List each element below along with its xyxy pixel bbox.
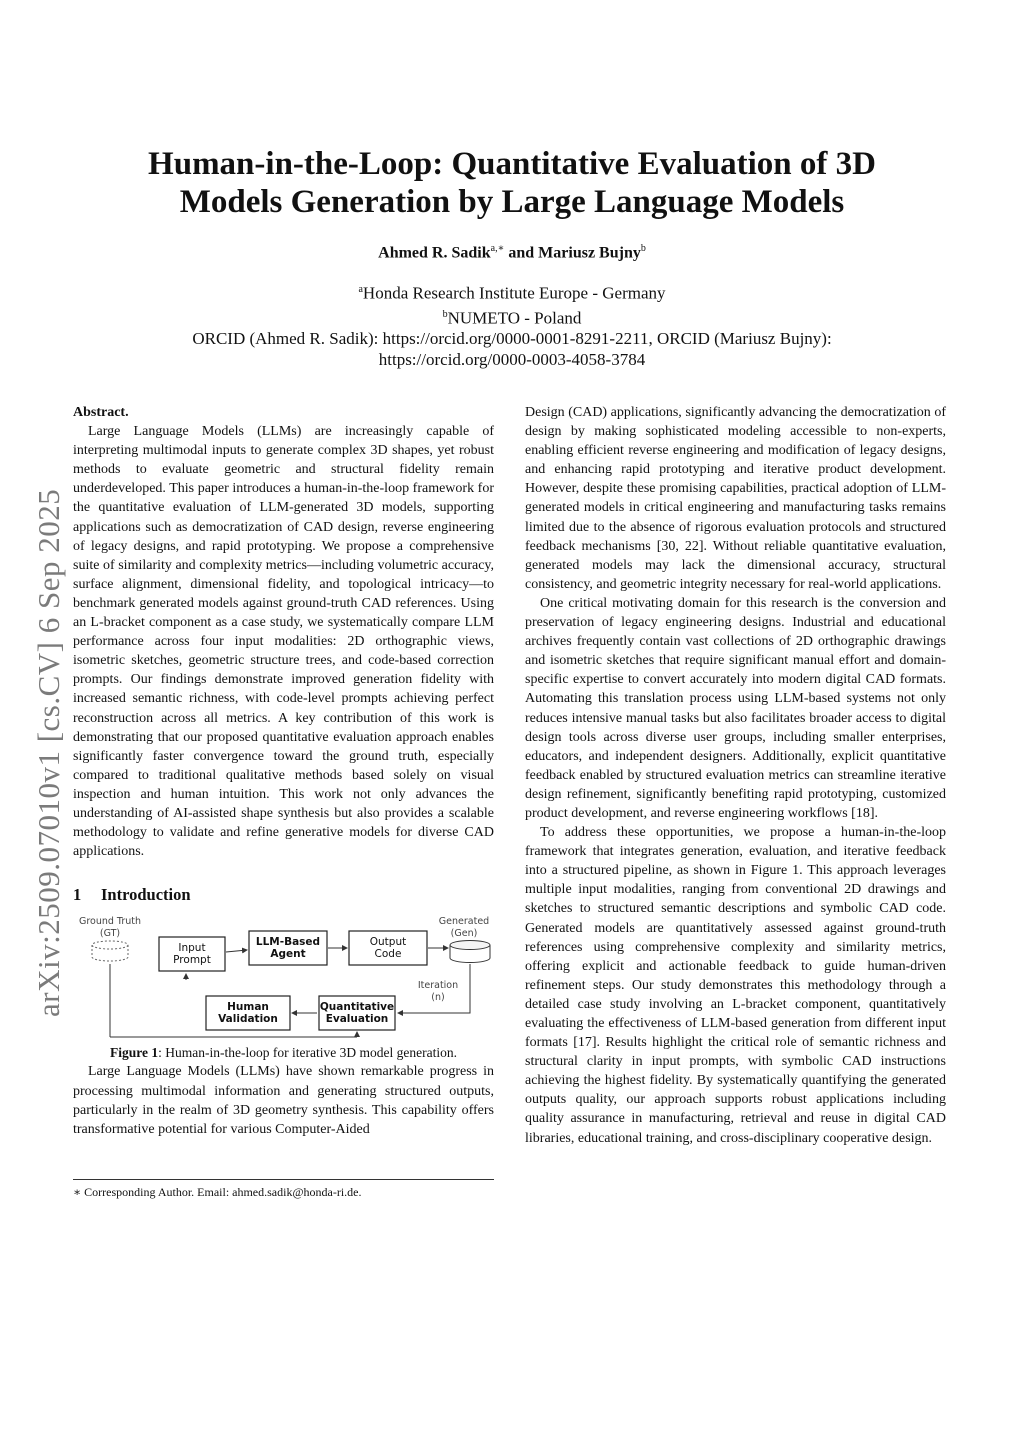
intro-paragraph-1-continued: Design (CAD) applications, significantly advancing the democratization of design by making sophisticated modeling accessible to non-experts, enabling efficient reverse engineering and modification of legacy designs, and enhancing rapid prototyping and iterative product development. However, despite these promising capabilities, practical adoption of LLM-generated models in critical engineering and manufacturing tasks remains limited due to the absence of rigorous evaluation protocols and structured feedback mechanisms [30, 22]. Without reliable quantitative evaluation, generated models may lack the dimensional accuracy, structural consistency, and geometric integrity necessary for real-world applications. [525,405,946,592]
section-heading-introduction [73,885,494,904]
footnote-rule [73,1179,494,1180]
intro-paragraph-2: One critical motivating domain for this research is the conversion and preservation of legacy engineering designs. Industrial and educational archives frequently contain vast collections of 2D orthographic drawings and isometric sketches that require significant manual effort and domain-specific expertise to convert accurately into modern digital CAD formats. Automating this translation process using LLM-based systems not only reduces intensive manual tasks but also facilitates broader access to digital design tools across diverse user groups, including smaller enterprises, educators, and independent designers. Additionally, explicit quantitative feedback enabled by structured evaluation metrics can streamline iterative design refinement, significantly benefiting rapid prototyping, customized product development, and reverse engineering workflows [18]. [525,595,946,821]
gt-label-line2: (GT) [99,928,121,940]
llm-agent-label [249,936,327,960]
section-number: 1 [73,885,82,905]
intro-paragraph-1: Large Language Models (LLMs) have shown remarkable progress in processing multimodal information and generating structured outputs, particularly in the realm of 3D geometry synthesis. This capability offers transformative potential for various Computer-Aided [73,1064,494,1137]
figure-1-caption [73,1043,494,1062]
iteration-label [411,980,465,1004]
generated-label [434,916,494,940]
generated-cylinder-icon [450,941,490,963]
paper-title [100,145,924,221]
affiliation-b [100,304,924,329]
author-2-affil: b [640,243,646,254]
ground-truth-label [73,916,147,940]
affiliations [100,279,924,370]
llm-agent-line1: LLM-Based [255,936,321,949]
ground-truth-cylinder-icon [92,941,128,961]
arrow-prompt-to-agent [226,950,247,952]
generated-line2: (Gen) [450,928,478,940]
quant-eval-line2: Evaluation [325,1013,389,1026]
input-prompt-label [159,942,225,966]
caption-text: : Human-in-the-loop for iterative 3D model generation. [158,1045,457,1061]
left-column [73,403,494,1139]
abstract-heading: Abstract. [73,405,129,420]
input-prompt-line2: Prompt [173,954,211,967]
intro-paragraph-3: To address these opportunities, we propose a human-in-the-loop framework that integrates generation, evaluation, and iterative feedback into a structured pipeline, as shown in Figure 1. This approach leverages multiple input modalities, ranging from conventional 2D drawings and sketches to structured semantic descriptions and symbolic CAD code. Generated models are quantitatively assessed against ground-truth references using comprehensive complexity and similarity metrics, offering explicit and actionable feedback to guide human-driven refinement steps. Our study demonstrates this methodology through a detailed case study involving an L-bracket component, quantitatively evaluating the effectiveness of LLM-based generation from different input formats [17]. Results highlight the critical role of semantic richness and structural clarity in input prompts, with symbolic CAD instructions achieving the highest fidelity. By systematically quantifying the generated outputs quality, our approach supports robust applications including quality assurance in manufacturing, retrieval and reuse in digital CAD libraries, educational training, and cross-disciplinary cooperative design. [525,825,946,1146]
iteration-line1: Iteration [417,980,459,992]
iteration-line2: (n) [431,992,445,1004]
gt-label-line1: Ground Truth [78,916,142,928]
footnote: ∗ Corresponding Author. Email: ahmed.sadik@honda-ri.de. [73,1185,362,1199]
human-validation-label [206,1001,290,1025]
output-code-line1: Output [369,936,407,949]
output-code-line2: Code [374,948,402,961]
llm-agent-line2: Agent [270,948,306,961]
author-1: Ahmed R. Sadik [378,244,491,262]
output-code-label [349,936,427,960]
affil-a-text: Honda Research Institute Europe - Germany [362,283,666,303]
abstract-text: Large Language Models (LLMs) are increasingly capable of interpreting multimodal inputs to generate complex 3D shapes, yet robust methods to evaluate geometric and structural fidelity remain underdeveloped. This paper introduces a human-in-the-loop framework for the quantitative evaluation of LLM-generated 3D models, supporting applications such as democratization of CAD design, reverse engineering of legacy designs, and rapid prototyping. We propose a comprehensive suite of similarity and complexity metrics—including volumetric accuracy, surface alignment, dimensional fidelity, and topological intricacy—to benchmark generated models against ground-truth CAD references. Using an L-bracket component as a case study, we systematically compare LLM performance across four input modalities: 2D orthographic views, isometric sketches, geometric structure trees, and code-based correction prompts. Our findings demonstrate improved generation fidelity with increased semantic richness, with code-level prompts achieving perfect reconstruction across all metrics. A key contribution of this work is demonstrating that our proposed quantitative evaluation approach enables significantly faster convergence toward the ground truth, especially compared to traditional qualitative methods based solely on visual inspection and human intuition. This work not only advances the understanding of AI-assisted shape synthesis but also provides a scalable methodology to validate and refine generative models for diverse CAD applications. [73,424,494,860]
section-title: Introduction [101,885,191,905]
quant-eval-label [319,1001,395,1025]
figure-1-diagram [73,916,494,1043]
affil-b-text: NUMETO - Poland [447,308,582,328]
affil-a-marker: a [358,284,363,295]
authors-and: and [508,244,535,262]
human-validation-line2: Validation [218,1013,278,1026]
caption-label: Figure 1 [110,1045,159,1061]
orcid-line-2: https://orcid.org/0000-0003-4058-3784 [378,350,646,370]
title-line-1: Human-in-the-Loop: Quantitative Evaluation of 3D [148,146,876,182]
quant-eval-line1: Quantitative [319,1001,395,1014]
human-validation-line1: Human [227,1001,269,1014]
author-1-affil: a,∗ [490,243,505,254]
generated-line1: Generated [438,916,490,928]
arxiv-identifier: arXiv:2509.07010v1 [cs.CV] 6 Sep 2025 [31,488,66,1017]
right-column [525,403,946,1148]
orcid-line-1: ORCID (Ahmed R. Sadik): https://orcid.org/0000-0001-8291-2211, ORCID (Mariusz Bujny): [192,329,832,349]
affil-b-marker: b [442,308,448,320]
affiliation-a [100,279,924,304]
input-prompt-line1: Input [178,942,206,955]
author-line [100,238,924,264]
author-2: Mariusz Bujny [538,244,641,262]
title-line-2: Models Generation by Large Language Models [179,184,845,220]
